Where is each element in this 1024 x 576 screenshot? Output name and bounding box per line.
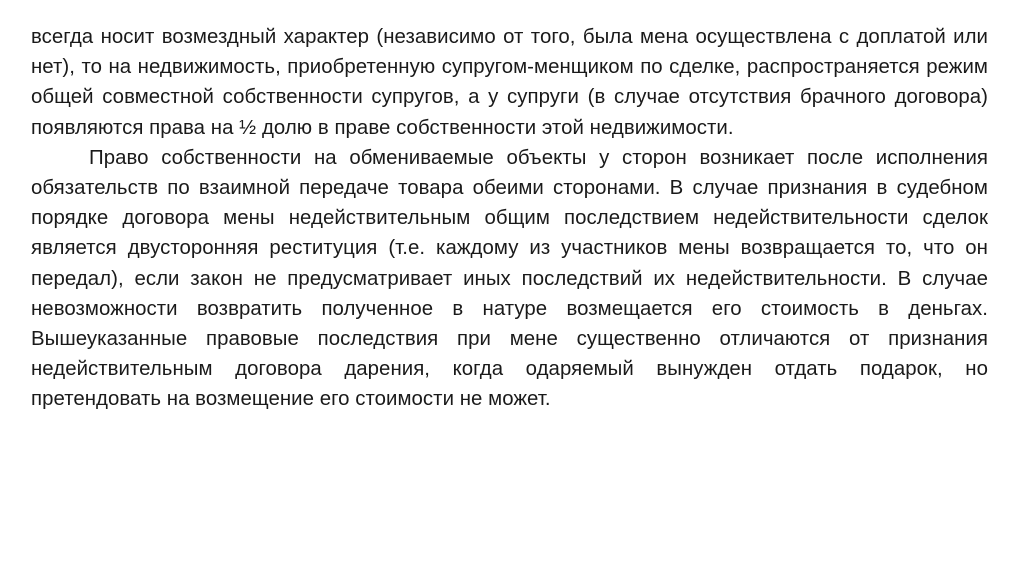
body-text	[31, 22, 988, 415]
paragraph-continuation: всегда носит возмездный характер (независимо от того, была мена осуществлена с доплатой или нет), то на недвижимость, приобретенную супругом-менщиком по сделке, распространяется режим общей совместной собственности супругов, а у супруги (в случае отсутствия брачного договора) появляются права на ½ долю в праве собственности этой недвижимости.	[31, 26, 988, 139]
paragraph-ownership-rights: Право собственности на обмениваемые объекты у сторон возникает после исполнения обязательств по взаимной передаче товара обеими сторонами. В случае признания в судебном порядке договора мены недействительным общим последствием недействительности сделок является двусторонняя реституция (т.е. каждому из участников мены возвращается то, что он передал), если закон не предусматривает иных последствий их недействительности. В случае невозможности возвратить полученное в натуре возмещается его стоимость в деньгах. Вышеуказанные правовые последствия при мене существенно отличаются от признания недействительным договора дарения, когда одаряемый вынужден отдать подарок, но претендовать на возмещение его стоимости не может.	[31, 146, 988, 411]
